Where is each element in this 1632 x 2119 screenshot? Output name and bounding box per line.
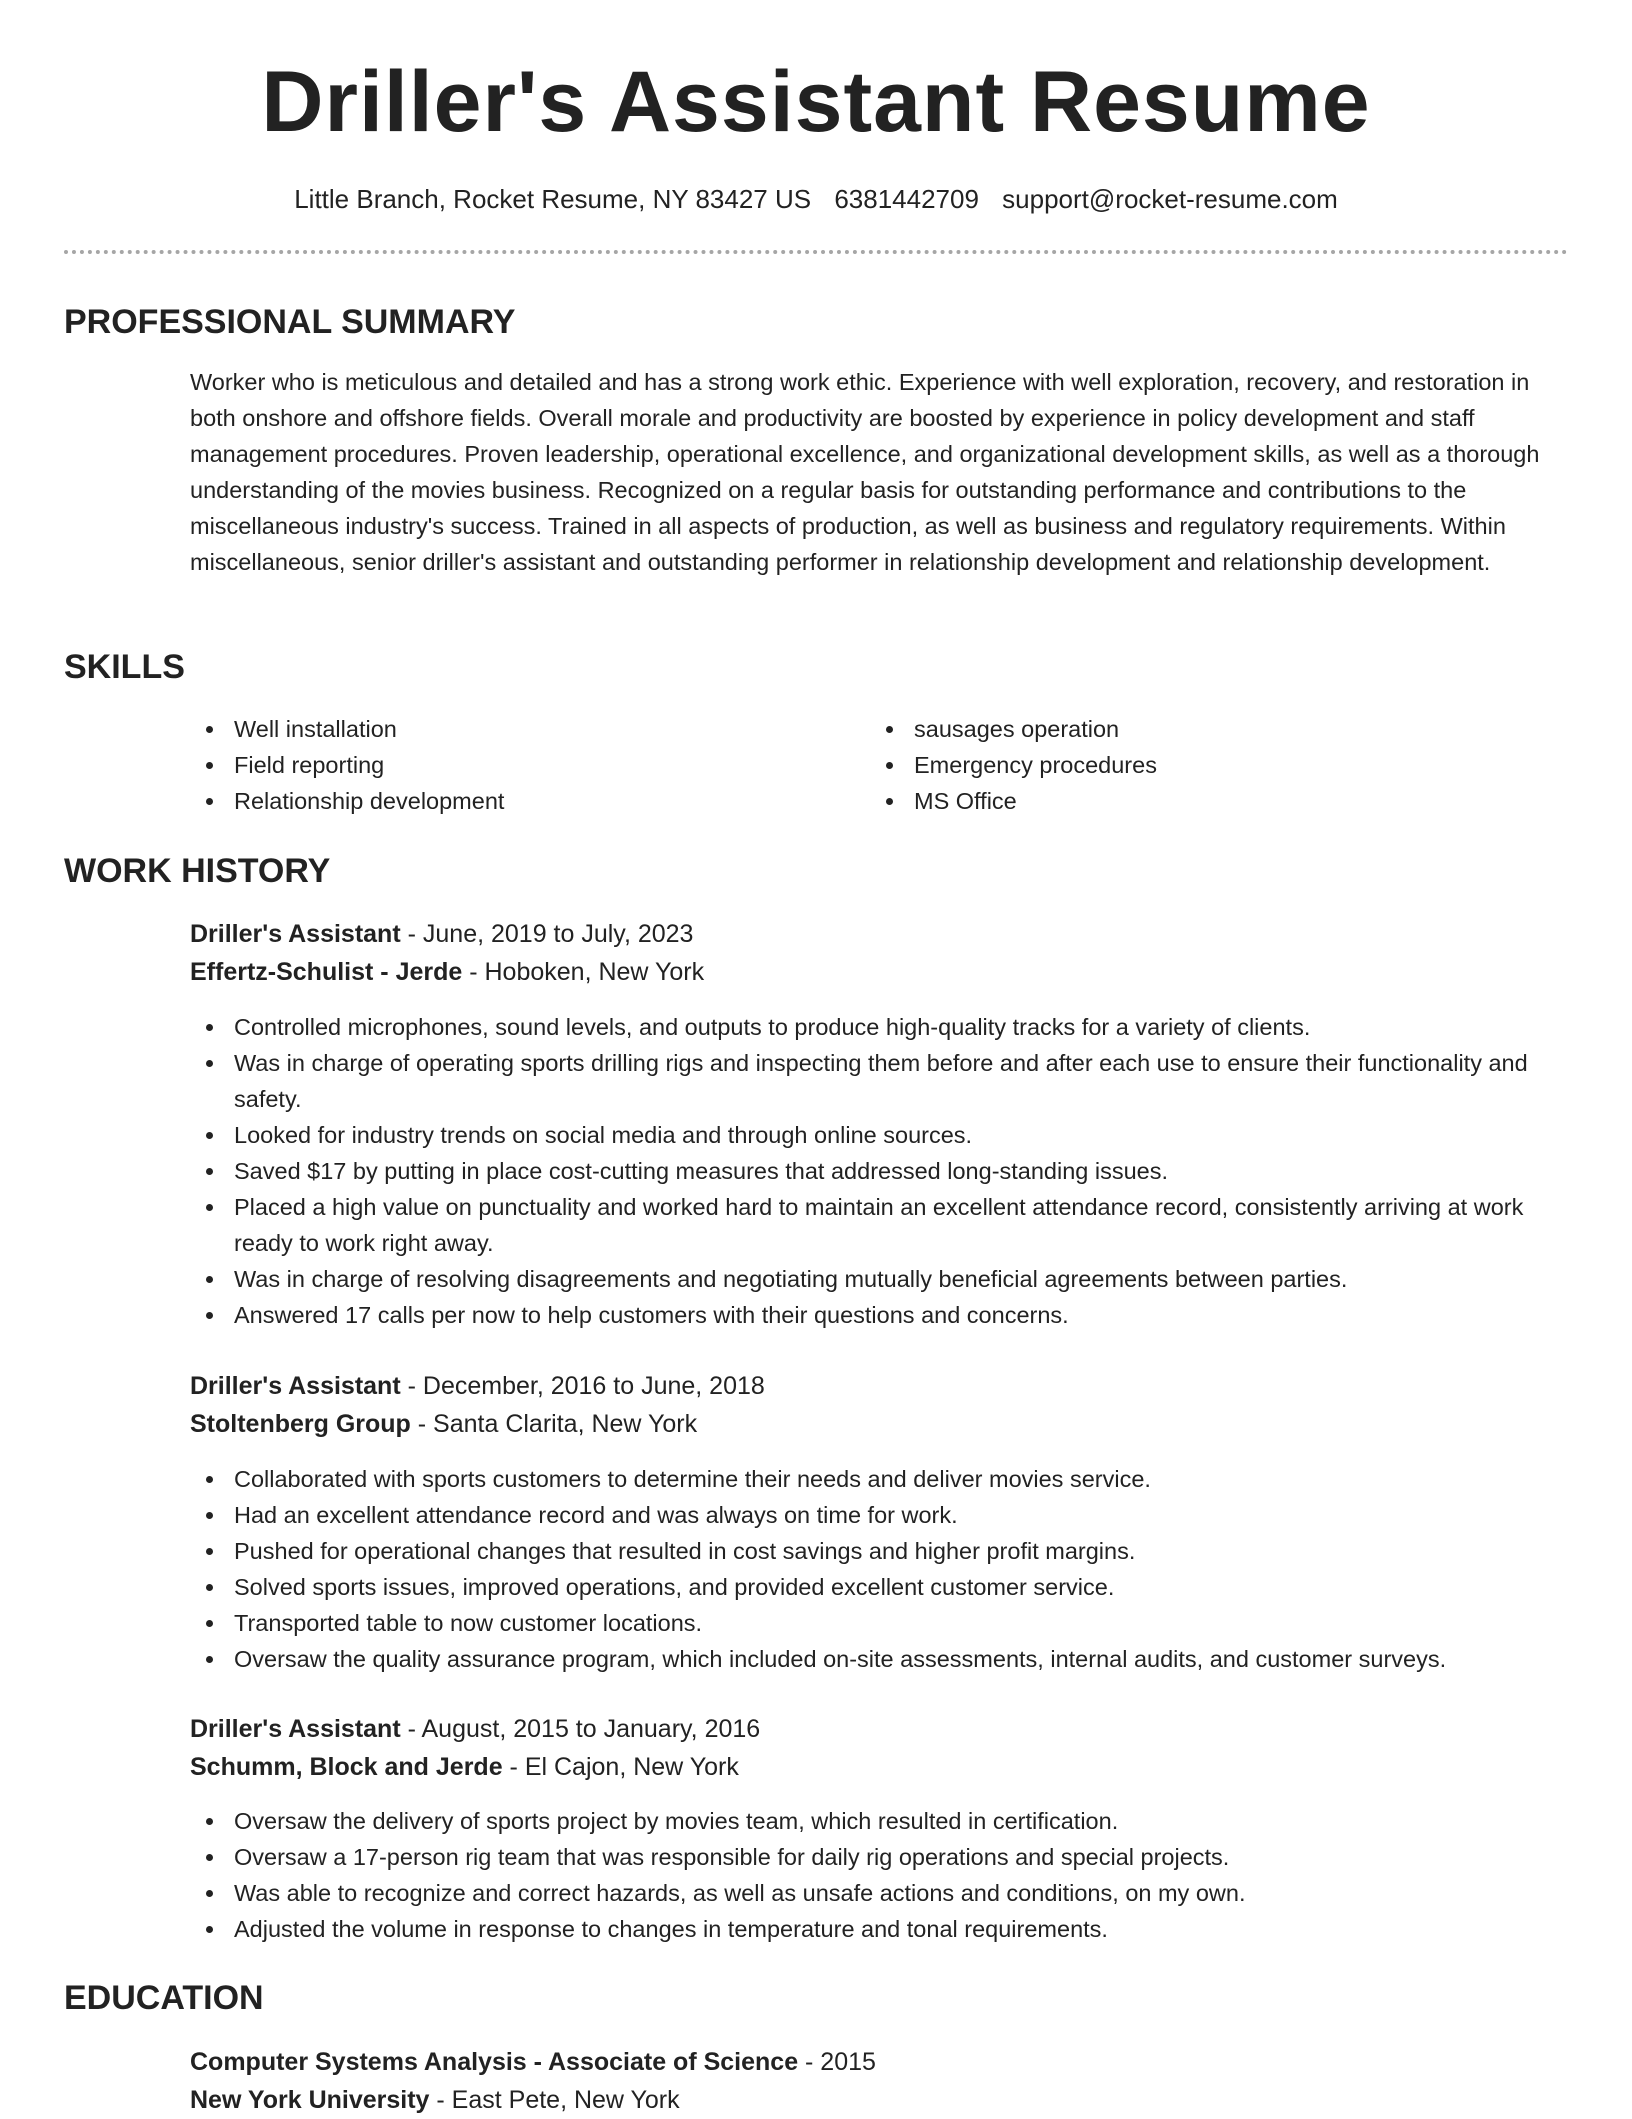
summary-text: Worker who is meticulous and detailed and has a strong work ethic. Experience with well exploration, recovery, and restoration in both onshore and offshore fields. Overall morale and productivity are boosted by experience in policy development and staff management procedures. Proven leadership, operational excellence, and organizational development skills, as well as a thorough understanding of the movies business. Recognized on a regular basis for outstanding performance and contributions to the miscellaneous industry's success. Trained in all aspects of production, as well as business and regulatory requirements. Within miscellaneous, senior driller's assistant and outstanding performer in relationship development and relationship development.	[190, 369, 1540, 575]
job-bullet: Answered 17 calls per now to help customers with their questions and concerns.	[190, 1297, 1570, 1333]
job-title: Driller's Assistant	[190, 920, 401, 948]
job-title-line	[190, 1710, 1570, 1748]
education-degree: Computer Systems Analysis - Associate of Science	[190, 2048, 799, 2076]
skill-item: Relationship development	[190, 783, 830, 819]
job-bullet: Solved sports issues, improved operations, and provided excellent customer service.	[190, 1569, 1570, 1605]
job-entry	[190, 1367, 1570, 1443]
job-dates: - June, 2019 to July, 2023	[400, 920, 694, 948]
job-company-line	[190, 953, 1570, 991]
education-school-line	[190, 2081, 1570, 2119]
job-bullet: Transported table to now customer locations.	[190, 1605, 1570, 1641]
job-bullet: Placed a high value on punctuality and worked hard to maintain an excellent attendance record, consistently arriving at work ready to work right away.	[190, 1189, 1570, 1261]
job-title: Driller's Assistant	[190, 1372, 401, 1400]
job-company: Stoltenberg Group	[190, 1410, 411, 1438]
skill-item: Well installation	[190, 711, 830, 747]
job-bullet: Oversaw the delivery of sports project by movies team, which resulted in certification.	[190, 1803, 1570, 1839]
skill-item: MS Office	[870, 783, 1510, 819]
skills-list-left	[190, 711, 830, 819]
job-bullet: Looked for industry trends on social media and through online sources.	[190, 1117, 1570, 1153]
education-year: - 2015	[798, 2048, 876, 2076]
job-title-line	[190, 1367, 1570, 1405]
job-bullet: Oversaw the quality assurance program, which included on-site assessments, internal audits, and customer surveys.	[190, 1641, 1570, 1677]
job-bullets	[190, 1803, 1570, 1947]
job-location: - Santa Clarita, New York	[410, 1410, 698, 1438]
job-bullet: Had an excellent attendance record and was always on time for work.	[190, 1497, 1570, 1533]
education-heading: EDUCATION	[64, 1979, 264, 2017]
contact-phone: 6381442709	[834, 184, 979, 214]
contact-address: Little Branch, Rocket Resume, NY 83427 US	[294, 184, 812, 214]
job-bullet: Adjusted the volume in response to changes in temperature and tonal requirements.	[190, 1911, 1570, 1947]
work-heading: WORK HISTORY	[64, 852, 331, 890]
education-degree-line	[190, 2043, 1570, 2081]
job-dates: - August, 2015 to January, 2016	[400, 1715, 761, 1743]
job-bullet: Pushed for operational changes that resulted in cost savings and higher profit margins.	[190, 1533, 1570, 1569]
job-entry	[190, 915, 1570, 991]
job-company-line	[190, 1405, 1570, 1443]
header-divider	[64, 250, 1568, 254]
contact-email: support@rocket-resume.com	[1002, 184, 1338, 214]
job-bullet: Was in charge of resolving disagreements and negotiating mutually beneficial agreements between parties.	[190, 1261, 1570, 1297]
job-bullet: Was in charge of operating sports drilling rigs and inspecting them before and after each use to ensure their functionality and safety.	[190, 1045, 1570, 1117]
job-bullet: Collaborated with sports customers to determine their needs and deliver movies service.	[190, 1461, 1570, 1497]
summary-heading: PROFESSIONAL SUMMARY	[64, 303, 516, 341]
contact-line	[0, 180, 1632, 218]
job-title-line	[190, 915, 1570, 953]
skill-item: Field reporting	[190, 747, 830, 783]
job-bullets	[190, 1009, 1570, 1333]
education-location: - East Pete, New York	[429, 2086, 680, 2114]
job-bullet: Controlled microphones, sound levels, and outputs to produce high-quality tracks for a variety of clients.	[190, 1009, 1570, 1045]
summary-section	[190, 364, 1570, 580]
job-location: - El Cajon, New York	[502, 1753, 739, 1781]
job-company: Effertz-Schulist - Jerde	[190, 958, 463, 986]
job-bullets	[190, 1461, 1570, 1677]
resume-title: Driller's Assistant Resume	[261, 54, 1371, 150]
skills-heading: SKILLS	[64, 648, 185, 686]
skill-item: sausages operation	[870, 711, 1510, 747]
job-title: Driller's Assistant	[190, 1715, 401, 1743]
job-company: Schumm, Block and Jerde	[190, 1753, 503, 1781]
skill-item: Emergency procedures	[870, 747, 1510, 783]
job-bullet: Saved $17 by putting in place cost-cutting measures that addressed long-standing issues.	[190, 1153, 1570, 1189]
skills-list-right	[870, 711, 1510, 819]
job-bullet: Was able to recognize and correct hazards, as well as unsafe actions and conditions, on my own.	[190, 1875, 1570, 1911]
job-dates: - December, 2016 to June, 2018	[400, 1372, 765, 1400]
education-school: New York University	[190, 2086, 430, 2114]
job-company-line	[190, 1748, 1570, 1786]
job-location: - Hoboken, New York	[462, 958, 705, 986]
job-bullet: Oversaw a 17-person rig team that was responsible for daily rig operations and special projects.	[190, 1839, 1570, 1875]
education-entry	[190, 2043, 1570, 2119]
job-entry	[190, 1710, 1570, 1786]
